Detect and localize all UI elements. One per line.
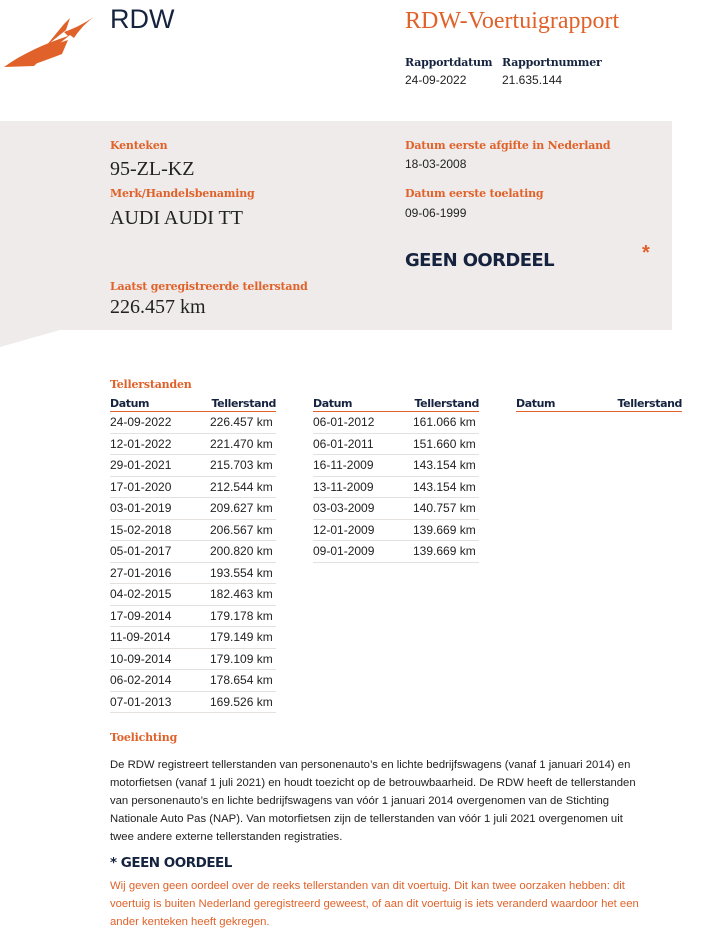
verdict-note-line: ander kenteken heeft gekregen. [110, 916, 270, 928]
col-date-header: Datum [110, 397, 150, 410]
table-row [313, 455, 479, 477]
row-date: 04-02-2015 [110, 587, 172, 601]
row-reading: 179.109 km [210, 651, 273, 666]
verdict-note-title: * GEEN OORDEEL [110, 855, 232, 871]
report-date: 24-09-2022 [405, 73, 467, 87]
row-reading: 139.669 km [413, 544, 476, 558]
explanation-line: twee andere externe tellerstanden registraties. [110, 831, 343, 843]
row-date: 17-09-2014 [110, 608, 172, 623]
row-reading: 143.154 km [413, 479, 476, 494]
row-date: 06-01-2012 [313, 415, 375, 429]
row-date: 03-03-2009 [313, 501, 375, 515]
table-row [110, 520, 276, 542]
rdw-logo-icon [4, 14, 96, 70]
brand-name: RDW [110, 4, 175, 34]
row-reading: 200.820 km [210, 544, 273, 558]
row-reading: 206.567 km [210, 522, 273, 537]
row-reading: 169.526 km [210, 694, 273, 709]
row-date: 11-09-2014 [110, 630, 171, 644]
table-row [313, 498, 479, 520]
row-reading: 215.703 km [210, 458, 273, 472]
rdw-logo [4, 14, 96, 70]
table-row [110, 606, 276, 628]
row-date: 07-01-2013 [110, 694, 172, 709]
row-date: 24-09-2022 [110, 415, 172, 429]
make-value: AUDI AUDI TT [110, 207, 243, 229]
verdict-note-line: voertuig is buiten Nederland geregistreerd geweest, of aan dit voertuig is iets veranderd waardoor het een [110, 898, 639, 910]
row-date: 06-01-2011 [313, 436, 374, 451]
row-date: 13-11-2009 [313, 479, 374, 494]
row-reading: 179.149 km [210, 630, 273, 644]
table-row [110, 498, 276, 520]
odometer-table-3 [516, 397, 682, 412]
vehicle-info-panel [0, 121, 672, 330]
explanation-line: Nationale Auto Pas (NAP). Van motorfietsen zijn de tellerstanden van vóór 1 juli 2021 overgenomen uit [110, 813, 623, 825]
table-row [110, 563, 276, 585]
table-row [110, 649, 276, 671]
table-row [313, 541, 479, 563]
row-reading: 182.463 km [210, 587, 273, 601]
explanation-line: van personenauto’s en lichte bedrijfswagens van vóór 1 januari 2014 overgenomen van de Stichting [110, 795, 610, 807]
row-reading: 178.654 km [210, 673, 273, 687]
report-number: 21.635.144 [502, 73, 563, 87]
row-reading: 212.544 km [210, 479, 273, 494]
make-label: Merk/Handelsbenaming [110, 187, 255, 200]
verdict: GEEN OORDEEL [405, 250, 554, 271]
col-date-header: Datum [516, 397, 556, 410]
table-row [313, 434, 479, 456]
table-row [110, 477, 276, 499]
row-reading: 209.627 km [210, 501, 273, 515]
table-row [110, 455, 276, 477]
table-header [516, 397, 682, 412]
report-title: RDW-Voertuigrapport [405, 8, 620, 34]
table-row [313, 412, 479, 434]
last-odometer-label: Laatst geregistreerde tellerstand [110, 280, 308, 293]
row-date: 29-01-2021 [110, 458, 172, 472]
table-row [313, 477, 479, 499]
row-date: 27-01-2016 [110, 565, 172, 580]
col-reading-header: Tellerstand [617, 397, 682, 410]
first-nl-value: 18-03-2008 [405, 157, 467, 171]
report-number-label: Rapportnummer [502, 56, 602, 69]
row-date: 12-01-2022 [110, 436, 172, 451]
verdict-note-line: Wij geven geen oordeel over de reeks tellerstanden van dit voertuig. Dit kan twee oorzaken hebben: dit [110, 880, 625, 892]
last-odometer-value: 226.457 km [110, 296, 206, 318]
col-reading-header: Tellerstand [414, 397, 479, 410]
row-date: 12-01-2009 [313, 522, 375, 537]
table-row [110, 584, 276, 606]
col-date-header: Datum [313, 397, 353, 410]
row-date: 05-01-2017 [110, 544, 172, 558]
first-nl-label: Datum eerste afgifte in Nederland [405, 139, 611, 152]
row-reading: 226.457 km [210, 415, 273, 429]
table-header [313, 397, 479, 412]
row-reading: 151.660 km [413, 436, 476, 451]
explanation-line: motorfietsen (vanaf 1 juli 2021) en houdt toezicht op de betrouwbaarheid. De RDW heeft de tellerstanden [110, 777, 636, 789]
plate-value: 95-ZL-KZ [110, 158, 195, 180]
row-reading: 221.470 km [210, 436, 273, 451]
odometer-table-2 [313, 397, 479, 563]
verdict-asterisk: * [642, 242, 650, 264]
row-reading: 179.178 km [210, 608, 273, 623]
row-reading: 139.669 km [413, 522, 476, 537]
explanation-title: Toelichting [110, 731, 178, 744]
col-reading-header: Tellerstand [211, 397, 276, 410]
odometer-table-1 [110, 397, 276, 713]
table-row [110, 412, 276, 434]
table-header [110, 397, 276, 412]
verdict-note-text [110, 877, 690, 931]
table-row [110, 670, 276, 692]
table-row [110, 434, 276, 456]
table-row [313, 520, 479, 542]
row-date: 10-09-2014 [110, 651, 172, 666]
row-reading: 140.757 km [413, 501, 476, 515]
first-admission-label: Datum eerste toelating [405, 187, 544, 200]
explanation-line: De RDW registreert tellerstanden van personenauto’s en lichte bedrijfswagens (vanaf 1 januari 2014) en [110, 759, 631, 771]
row-date: 17-01-2020 [110, 479, 172, 494]
row-date: 16-11-2009 [313, 458, 374, 472]
table-row [110, 692, 276, 714]
row-reading: 161.066 km [413, 415, 476, 429]
odometer-section-title: Tellerstanden [110, 378, 192, 391]
table-row [110, 627, 276, 649]
panel-tail [0, 330, 60, 347]
row-date: 03-01-2019 [110, 501, 172, 515]
plate-label: Kenteken [110, 139, 168, 152]
row-reading: 143.154 km [413, 458, 476, 472]
report-date-label: Rapportdatum [405, 56, 493, 69]
first-admission-value: 09-06-1999 [405, 206, 467, 220]
table-row [110, 541, 276, 563]
row-date: 06-02-2014 [110, 673, 172, 687]
row-date: 15-02-2018 [110, 522, 172, 537]
row-date: 09-01-2009 [313, 544, 375, 558]
row-reading: 193.554 km [210, 565, 273, 580]
explanation-text [110, 756, 690, 846]
